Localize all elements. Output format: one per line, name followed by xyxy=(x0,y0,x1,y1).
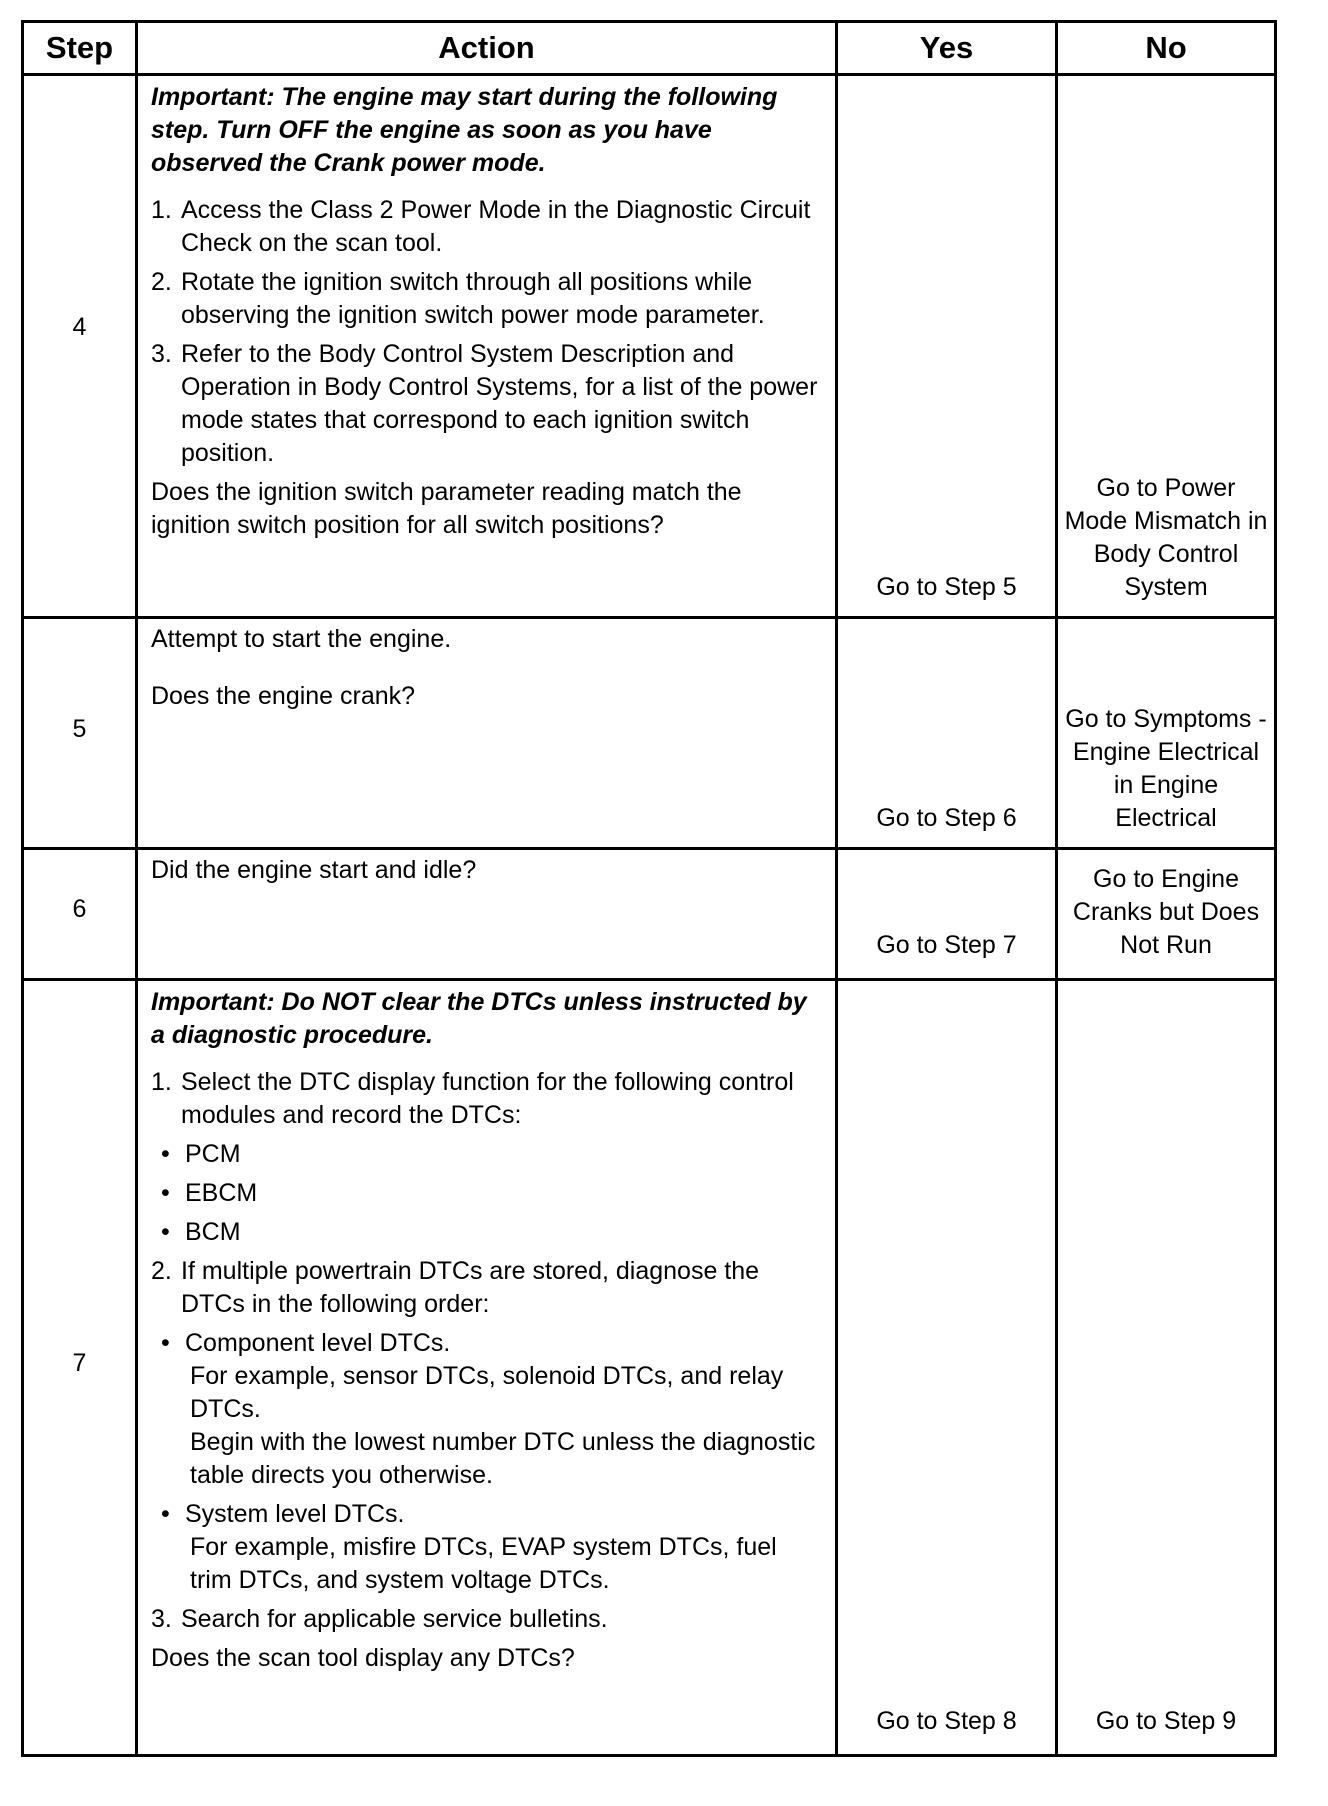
action-cell xyxy=(138,76,835,542)
important-note: Important: Do NOT clear the DTCs unless instructed by a diagnostic procedure. xyxy=(151,988,807,1049)
list-item: 3. Refer to the Body Control System Description and Operation in Body Control Systems, for a list of the power mode states that correspond to each ignition switch position. xyxy=(151,340,818,467)
yes-cell xyxy=(838,850,1055,978)
action-cell xyxy=(138,623,835,713)
list-item: • Component level DTCs. For example, sensor DTCs, solenoid DTCs, and relay DTCs. Begin with the lowest number DTC unless the diagnostic table directs you otherwise. xyxy=(161,1329,816,1489)
step-number: 5 xyxy=(72,715,87,743)
no-answer: Go to Symptoms - Engine Electrical in Engine Electrical xyxy=(1065,705,1267,832)
no-cell xyxy=(1058,619,1274,847)
yes-cell xyxy=(838,619,1055,847)
instruction: Attempt to start the engine. xyxy=(151,625,452,653)
list-item: 1. Select the DTC display function for the following control modules and record the DTCs: xyxy=(151,1068,794,1129)
list-item: 3. Search for applicable service bulletins. xyxy=(151,1605,608,1633)
question: Did the engine start and idle? xyxy=(151,856,477,884)
no-cell xyxy=(1058,850,1274,978)
yes-answer: Go to Step 5 xyxy=(876,573,1017,601)
list-item: • System level DTCs. For example, misfire DTCs, EVAP system DTCs, fuel trim DTCs, and system voltage DTCs. xyxy=(161,1500,777,1594)
important-note: Important: The engine may start during the following step. Turn OFF the engine as soon as you have observed the Crank power mode. xyxy=(151,83,778,177)
list-item: • PCM xyxy=(161,1140,241,1168)
list-item: • EBCM xyxy=(161,1179,258,1207)
list-item: 2. Rotate the ignition switch through all positions while observing the ignition switch power mode parameter. xyxy=(151,268,765,329)
header-action: Action xyxy=(438,30,535,65)
list-item: 2. If multiple powertrain DTCs are stored, diagnose the DTCs in the following order: xyxy=(151,1257,760,1318)
step-number: 6 xyxy=(72,895,87,923)
action-cell xyxy=(138,854,835,887)
yes-cell xyxy=(838,981,1055,1754)
no-cell xyxy=(1058,76,1274,616)
header-no: No xyxy=(1145,30,1187,65)
no-answer: Go to Engine Cranks but Does Not Run xyxy=(1072,865,1260,959)
yes-answer: Go to Step 7 xyxy=(876,931,1017,959)
yes-answer: Go to Step 8 xyxy=(876,1707,1017,1735)
diagnostic-table xyxy=(21,20,1277,1757)
question: Does the scan tool display any DTCs? xyxy=(151,1644,575,1672)
yes-answer: Go to Step 6 xyxy=(876,804,1017,832)
no-answer: Go to Power Mode Mismatch in Body Control System xyxy=(1064,474,1268,601)
no-answer: Go to Step 9 xyxy=(1095,1707,1237,1735)
step-number: 7 xyxy=(72,1349,87,1377)
no-cell xyxy=(1058,981,1274,1754)
step-number: 4 xyxy=(72,313,87,341)
list-item: • BCM xyxy=(161,1218,241,1246)
header-step: Step xyxy=(45,30,114,65)
question: Does the ignition switch parameter reading match the ignition switch position for all switch positions? xyxy=(151,478,742,539)
header-yes: Yes xyxy=(919,30,974,65)
yes-cell xyxy=(838,76,1055,616)
action-cell xyxy=(138,981,835,1675)
list-item: 1. Access the Class 2 Power Mode in the Diagnostic Circuit Check on the scan tool. xyxy=(151,196,811,257)
question: Does the engine crank? xyxy=(151,682,416,710)
